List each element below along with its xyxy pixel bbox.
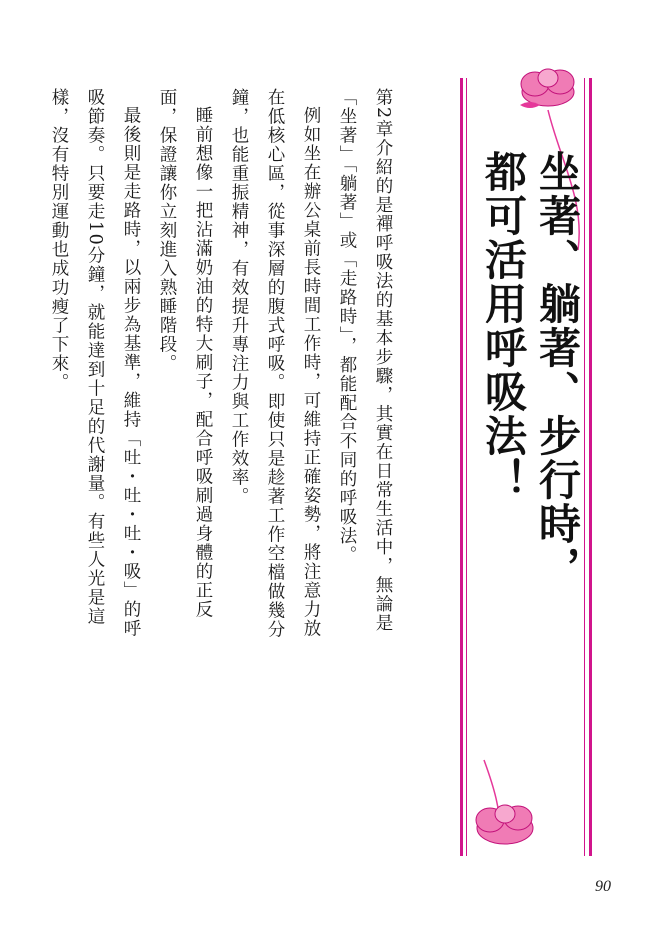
page-number: 90 (595, 878, 611, 895)
bottom-flower-icon (476, 760, 533, 844)
paragraph: 第2章介紹的是禪呼吸法的基本步驟，其實在日常生活中，無論是「坐著」「躺著」或「走路時」，都能配合不同的呼吸法。 (337, 88, 393, 633)
paragraph: 睡前想像一把沾滿奶油的特大刷子，配合呼吸刷過身體的正反面，保證讓你立刻進入熟睡階段。 (157, 88, 213, 619)
page-heading (474, 150, 584, 710)
heading-line-1: 坐著、躺著、步行時， (533, 150, 582, 590)
paragraph: 最後則是走路時，以兩步為基準，維持「吐・吐・吐・吸」的呼吸節奏。只要走10分鐘，就能達到十足的代謝量。有些人光是這樣，沒有特別運動也成功瘦了下來。 (49, 88, 141, 638)
heading-line-2: 都可活用呼吸法！ (479, 150, 528, 502)
body-text (49, 88, 401, 648)
paragraph: 例如坐在辦公桌前長時間工作時，可維持正確姿勢，將注意力放在低核心區，從事深層的腹式呼吸。即使只是趁著工作空檔做幾分鐘，也能重振精神，有效提升專注力與工作效率。 (229, 88, 321, 639)
